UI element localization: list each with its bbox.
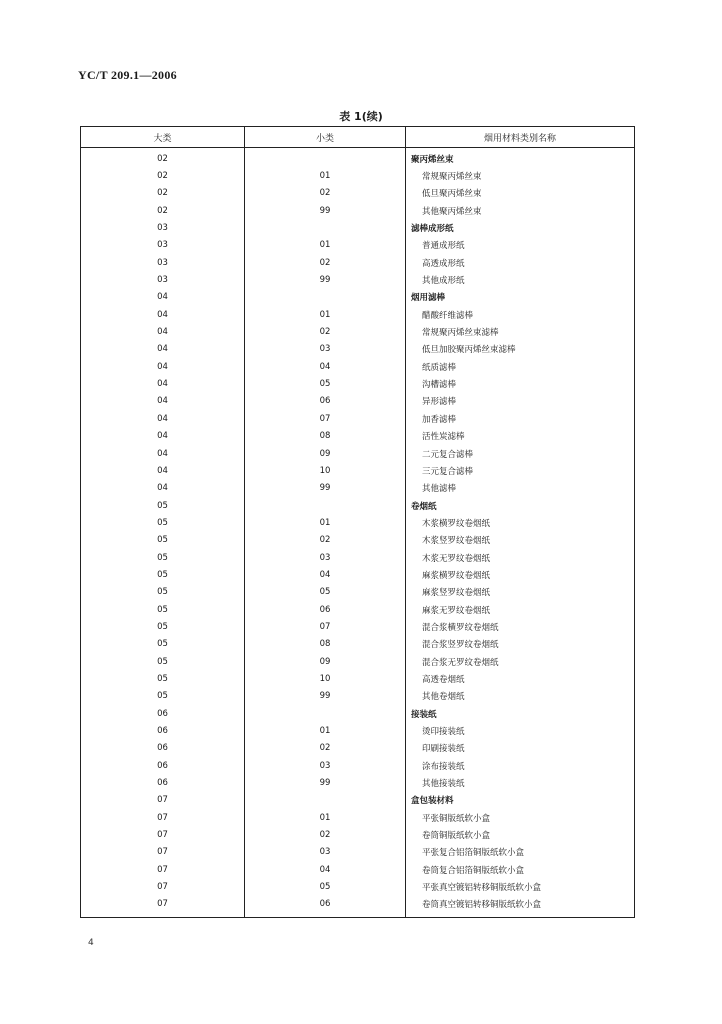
minor-code-cell: 09 — [245, 445, 406, 462]
table-row — [81, 306, 635, 323]
table-row — [81, 549, 635, 566]
subcategory-name-cell — [406, 393, 635, 410]
minor-code-cell: 99 — [245, 202, 406, 219]
subcategory-name-cell — [406, 618, 635, 635]
standard-code: YC/T 209.1—2006 — [78, 68, 177, 82]
subcategory-name-cell — [406, 584, 635, 601]
minor-code-cell: 01 — [245, 809, 406, 826]
minor-code-cell: 07 — [245, 618, 406, 635]
material-name: 烟用滤棒 — [411, 293, 446, 304]
major-code-cell: 06 — [81, 722, 245, 739]
material-name: 卷筒铜版纸软小盒 — [422, 831, 491, 842]
material-name: 印刷接装纸 — [422, 744, 465, 755]
major-code-cell: 05 — [81, 532, 245, 549]
minor-code-cell: 06 — [245, 896, 406, 918]
minor-code-cell — [245, 289, 406, 306]
subcategory-name-cell — [406, 653, 635, 670]
subcategory-name-cell — [406, 757, 635, 774]
minor-code-cell: 01 — [245, 306, 406, 323]
major-code-cell: 04 — [81, 323, 245, 340]
major-code-cell: 04 — [81, 306, 245, 323]
major-code-cell: 03 — [81, 271, 245, 288]
table-row — [81, 601, 635, 618]
subcategory-name-cell — [406, 566, 635, 583]
subcategory-name-cell — [406, 271, 635, 288]
subcategory-name-cell — [406, 306, 635, 323]
material-name: 常规聚丙烯丝束 — [422, 172, 482, 183]
material-name: 卷筒真空镀铝转移铜版纸软小盒 — [422, 900, 542, 911]
table-row — [81, 497, 635, 514]
minor-code-cell: 10 — [245, 670, 406, 687]
table-row — [81, 722, 635, 739]
subcategory-name-cell — [406, 358, 635, 375]
table-row — [81, 844, 635, 861]
major-code-cell: 06 — [81, 757, 245, 774]
minor-code-cell: 04 — [245, 358, 406, 375]
subcategory-name-cell — [406, 896, 635, 918]
major-code-cell: 07 — [81, 896, 245, 918]
major-code-cell: 05 — [81, 636, 245, 653]
column-header-major: 大类 — [81, 127, 245, 148]
table-row — [81, 532, 635, 549]
category-name-cell — [406, 705, 635, 722]
subcategory-name-cell — [406, 549, 635, 566]
major-code-cell: 04 — [81, 289, 245, 306]
major-code-cell: 05 — [81, 618, 245, 635]
table-row — [81, 566, 635, 583]
table-row — [81, 653, 635, 670]
minor-code-cell: 05 — [245, 584, 406, 601]
subcategory-name-cell — [406, 532, 635, 549]
material-name: 卷烟纸 — [411, 501, 437, 512]
table-row — [81, 323, 635, 340]
subcategory-name-cell — [406, 844, 635, 861]
table-row — [81, 826, 635, 843]
table-header-row — [81, 127, 635, 148]
material-name: 纸质滤棒 — [422, 362, 457, 373]
subcategory-name-cell — [406, 878, 635, 895]
table-row — [81, 774, 635, 791]
table-row — [81, 462, 635, 479]
minor-code-cell — [245, 219, 406, 236]
material-name: 木浆横罗纹卷烟纸 — [422, 518, 491, 529]
material-name: 加香滤棒 — [422, 414, 457, 425]
minor-code-cell — [245, 705, 406, 722]
material-name: 其他成形纸 — [422, 276, 465, 287]
minor-code-cell: 06 — [245, 601, 406, 618]
major-code-cell: 05 — [81, 688, 245, 705]
table-row — [81, 705, 635, 722]
material-name: 平张铜版纸软小盒 — [422, 813, 491, 824]
major-code-cell: 02 — [81, 185, 245, 202]
material-name: 木浆无罗纹卷烟纸 — [422, 553, 491, 564]
major-code-cell: 05 — [81, 514, 245, 531]
category-name-cell — [406, 792, 635, 809]
material-name: 其他滤棒 — [422, 484, 457, 495]
minor-code-cell: 01 — [245, 514, 406, 531]
table-row — [81, 688, 635, 705]
minor-code-cell: 05 — [245, 375, 406, 392]
material-name: 高透卷烟纸 — [422, 674, 465, 685]
category-name-cell — [406, 497, 635, 514]
table-row — [81, 878, 635, 895]
material-name: 沟槽滤棒 — [422, 380, 457, 391]
major-code-cell: 02 — [81, 202, 245, 219]
material-name: 异形滤棒 — [422, 397, 457, 408]
material-name: 滤棒成形纸 — [411, 224, 454, 235]
material-name: 木浆竖罗纹卷烟纸 — [422, 536, 491, 547]
material-name: 普通成形纸 — [422, 241, 465, 252]
material-name: 二元复合滤棒 — [422, 449, 474, 460]
major-code-cell: 07 — [81, 826, 245, 843]
minor-code-cell: 02 — [245, 185, 406, 202]
major-code-cell: 04 — [81, 375, 245, 392]
subcategory-name-cell — [406, 636, 635, 653]
subcategory-name-cell — [406, 861, 635, 878]
minor-code-cell: 02 — [245, 254, 406, 271]
table-row — [81, 670, 635, 687]
table-row — [81, 271, 635, 288]
major-code-cell: 05 — [81, 584, 245, 601]
major-code-cell: 05 — [81, 653, 245, 670]
table-row — [81, 375, 635, 392]
material-name: 麻浆横罗纹卷烟纸 — [422, 570, 491, 581]
minor-code-cell: 01 — [245, 167, 406, 184]
major-code-cell: 02 — [81, 148, 245, 168]
table-row — [81, 757, 635, 774]
table-row — [81, 185, 635, 202]
minor-code-cell — [245, 497, 406, 514]
minor-code-cell: 03 — [245, 341, 406, 358]
major-code-cell: 06 — [81, 740, 245, 757]
subcategory-name-cell — [406, 410, 635, 427]
material-name: 接装纸 — [411, 709, 437, 720]
material-name: 聚丙烯丝束 — [411, 154, 454, 165]
material-name: 平张复合铝箔铜版纸软小盒 — [422, 848, 525, 859]
minor-code-cell: 07 — [245, 410, 406, 427]
major-code-cell: 04 — [81, 445, 245, 462]
subcategory-name-cell — [406, 202, 635, 219]
minor-code-cell — [245, 792, 406, 809]
subcategory-name-cell — [406, 809, 635, 826]
minor-code-cell: 02 — [245, 826, 406, 843]
major-code-cell: 04 — [81, 341, 245, 358]
subcategory-name-cell — [406, 826, 635, 843]
table-row — [81, 809, 635, 826]
major-code-cell: 03 — [81, 254, 245, 271]
table-row — [81, 636, 635, 653]
major-code-cell: 05 — [81, 549, 245, 566]
material-name: 卷筒复合铝箔铜版纸软小盒 — [422, 865, 525, 876]
major-code-cell: 03 — [81, 237, 245, 254]
table-row — [81, 618, 635, 635]
material-name: 麻浆无罗纹卷烟纸 — [422, 605, 491, 616]
table-row — [81, 219, 635, 236]
minor-code-cell: 99 — [245, 688, 406, 705]
table-row — [81, 896, 635, 918]
material-name: 平张真空镀铝转移铜版纸软小盒 — [422, 883, 542, 894]
minor-code-cell: 02 — [245, 323, 406, 340]
major-code-cell: 02 — [81, 167, 245, 184]
category-name-cell — [406, 289, 635, 306]
table-row — [81, 393, 635, 410]
material-name: 其他接装纸 — [422, 779, 465, 790]
major-code-cell: 06 — [81, 705, 245, 722]
minor-code-cell: 03 — [245, 549, 406, 566]
subcategory-name-cell — [406, 774, 635, 791]
major-code-cell: 04 — [81, 393, 245, 410]
table-row — [81, 341, 635, 358]
minor-code-cell: 99 — [245, 774, 406, 791]
subcategory-name-cell — [406, 167, 635, 184]
subcategory-name-cell — [406, 670, 635, 687]
classification-table — [80, 126, 634, 918]
subcategory-name-cell — [406, 254, 635, 271]
minor-code-cell — [245, 148, 406, 168]
material-name: 麻浆竖罗纹卷烟纸 — [422, 588, 491, 599]
table-row — [81, 410, 635, 427]
major-code-cell: 04 — [81, 428, 245, 445]
major-code-cell: 05 — [81, 670, 245, 687]
major-code-cell: 04 — [81, 462, 245, 479]
material-name: 其他卷烟纸 — [422, 692, 465, 703]
table-row — [81, 740, 635, 757]
subcategory-name-cell — [406, 428, 635, 445]
table-body — [81, 148, 635, 918]
subcategory-name-cell — [406, 722, 635, 739]
minor-code-cell: 05 — [245, 878, 406, 895]
material-name: 常规聚丙烯丝束滤棒 — [422, 328, 499, 339]
table-row — [81, 202, 635, 219]
minor-code-cell: 01 — [245, 237, 406, 254]
table-row — [81, 428, 635, 445]
major-code-cell: 05 — [81, 601, 245, 618]
major-code-cell: 04 — [81, 358, 245, 375]
minor-code-cell: 04 — [245, 566, 406, 583]
major-code-cell: 07 — [81, 861, 245, 878]
material-name: 三元复合滤棒 — [422, 466, 474, 477]
minor-code-cell: 02 — [245, 740, 406, 757]
major-code-cell: 05 — [81, 497, 245, 514]
minor-code-cell: 06 — [245, 393, 406, 410]
subcategory-name-cell — [406, 445, 635, 462]
material-name: 低旦聚丙烯丝束 — [422, 189, 482, 200]
page-number: 4 — [88, 938, 94, 948]
table-row — [81, 167, 635, 184]
minor-code-cell: 03 — [245, 757, 406, 774]
minor-code-cell: 99 — [245, 480, 406, 497]
table-row — [81, 514, 635, 531]
minor-code-cell: 01 — [245, 722, 406, 739]
table-row — [81, 148, 635, 168]
material-name: 混合浆无罗纹卷烟纸 — [422, 657, 499, 668]
minor-code-cell: 04 — [245, 861, 406, 878]
minor-code-cell: 02 — [245, 532, 406, 549]
material-name: 烫印接装纸 — [422, 727, 465, 738]
subcategory-name-cell — [406, 514, 635, 531]
minor-code-cell: 10 — [245, 462, 406, 479]
material-name: 混合浆横罗纹卷烟纸 — [422, 622, 499, 633]
major-code-cell: 07 — [81, 792, 245, 809]
column-header-name: 烟用材料类别名称 — [406, 127, 635, 148]
major-code-cell: 07 — [81, 844, 245, 861]
table-row — [81, 358, 635, 375]
material-name: 醋酸纤维滤棒 — [422, 310, 474, 321]
subcategory-name-cell — [406, 688, 635, 705]
table-row — [81, 254, 635, 271]
minor-code-cell: 09 — [245, 653, 406, 670]
subcategory-name-cell — [406, 740, 635, 757]
table-row — [81, 861, 635, 878]
subcategory-name-cell — [406, 237, 635, 254]
major-code-cell: 07 — [81, 878, 245, 895]
material-name: 混合浆竖罗纹卷烟纸 — [422, 640, 499, 651]
minor-code-cell: 03 — [245, 844, 406, 861]
subcategory-name-cell — [406, 462, 635, 479]
table-row — [81, 584, 635, 601]
table-row — [81, 289, 635, 306]
minor-code-cell: 08 — [245, 428, 406, 445]
subcategory-name-cell — [406, 185, 635, 202]
subcategory-name-cell — [406, 480, 635, 497]
minor-code-cell: 99 — [245, 271, 406, 288]
table-row — [81, 792, 635, 809]
subcategory-name-cell — [406, 375, 635, 392]
category-name-cell — [406, 148, 635, 168]
material-name: 低旦加胶聚丙烯丝束滤棒 — [422, 345, 516, 356]
major-code-cell: 07 — [81, 809, 245, 826]
major-code-cell: 06 — [81, 774, 245, 791]
table-title: 表 1(续) — [339, 110, 383, 123]
subcategory-name-cell — [406, 601, 635, 618]
table-row — [81, 480, 635, 497]
major-code-cell: 04 — [81, 480, 245, 497]
material-name: 活性炭滤棒 — [422, 432, 465, 443]
major-code-cell: 03 — [81, 219, 245, 236]
table-row — [81, 445, 635, 462]
material-name: 盒包装材料 — [411, 796, 454, 807]
minor-code-cell: 08 — [245, 636, 406, 653]
material-name: 高透成形纸 — [422, 258, 465, 269]
material-name: 涂布接装纸 — [422, 761, 465, 772]
table-row — [81, 237, 635, 254]
subcategory-name-cell — [406, 323, 635, 340]
major-code-cell: 04 — [81, 410, 245, 427]
category-name-cell — [406, 219, 635, 236]
column-header-minor: 小类 — [245, 127, 406, 148]
major-code-cell: 05 — [81, 566, 245, 583]
subcategory-name-cell — [406, 341, 635, 358]
material-name: 其他聚丙烯丝束 — [422, 206, 482, 217]
